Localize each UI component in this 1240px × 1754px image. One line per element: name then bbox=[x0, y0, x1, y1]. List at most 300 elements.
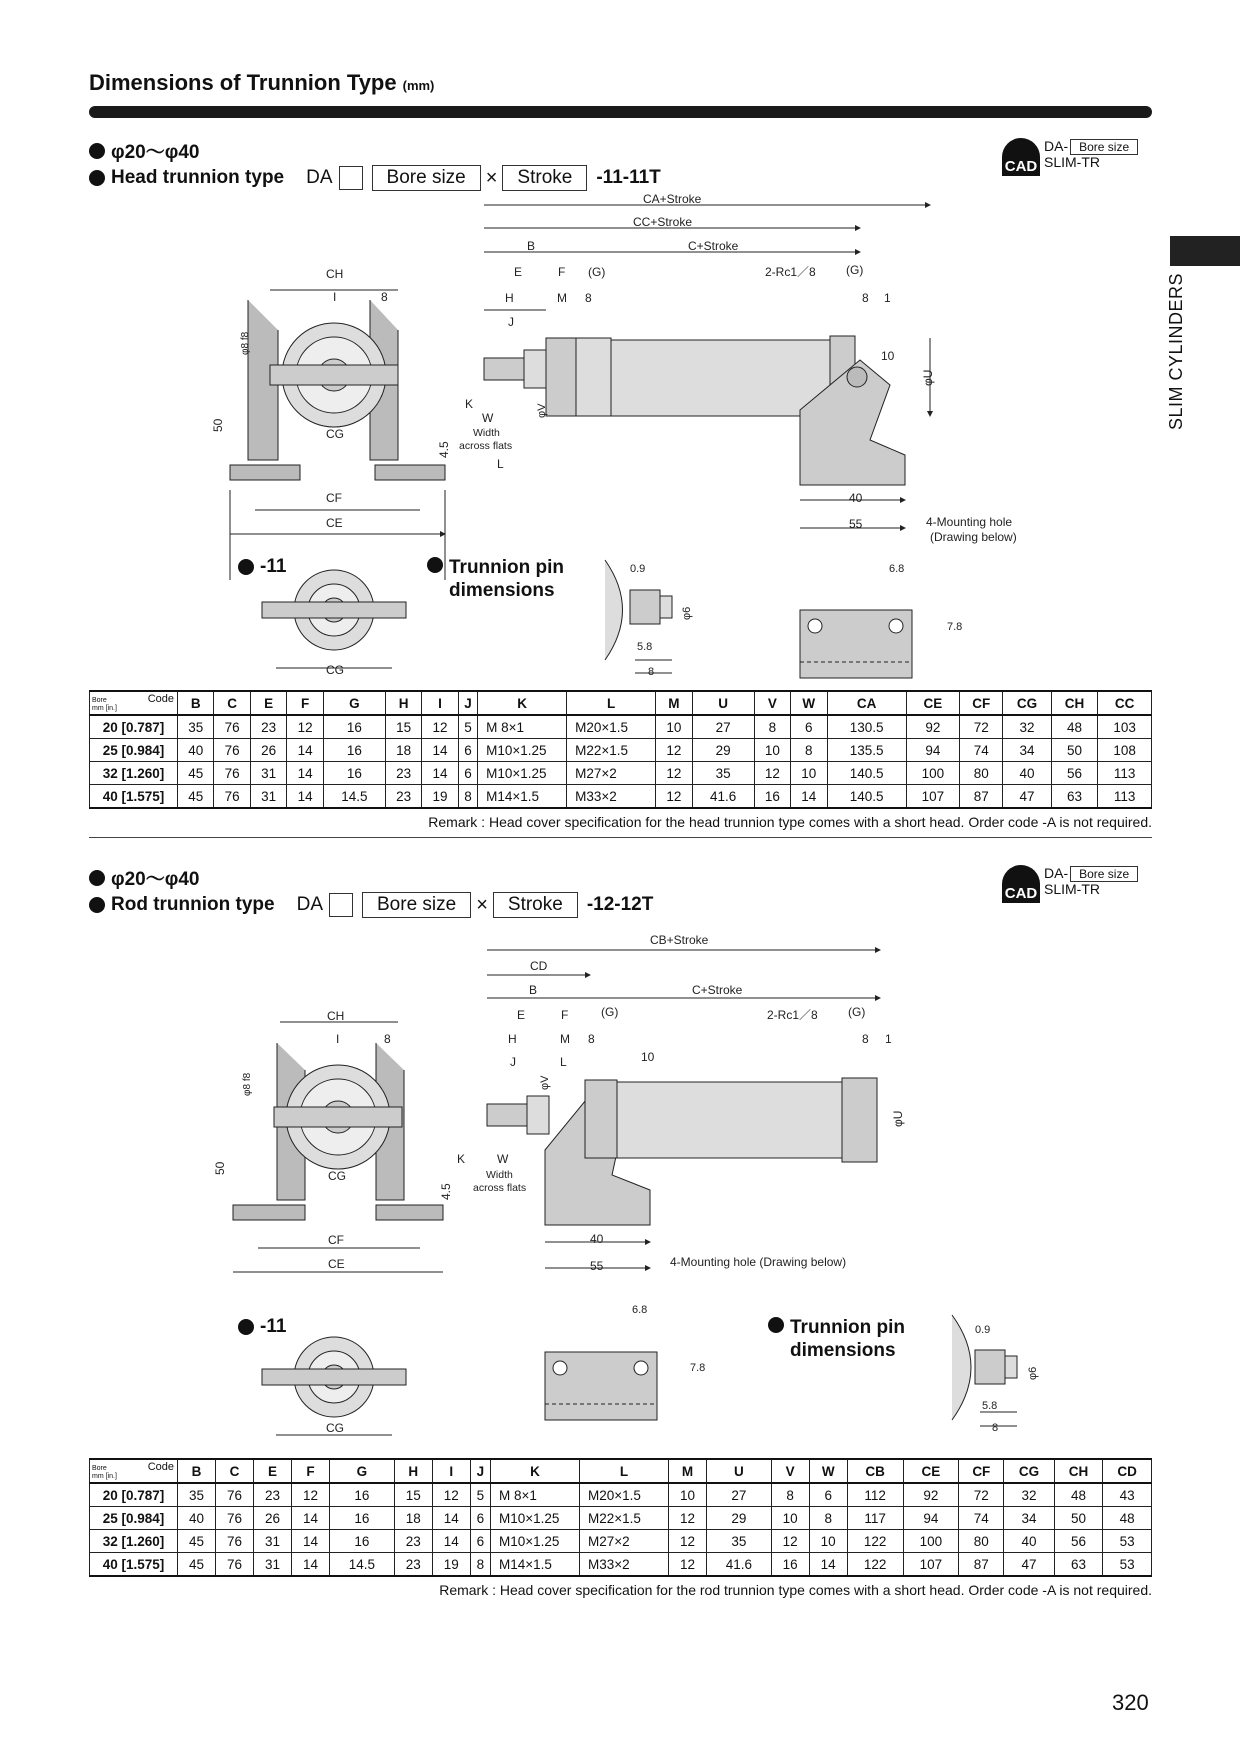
dim-label: CG bbox=[326, 663, 344, 677]
table-cell: 130.5 bbox=[827, 715, 906, 739]
dim-label: I bbox=[336, 1032, 340, 1046]
dim-label: K bbox=[465, 397, 474, 411]
table-cell: 112 bbox=[847, 1483, 903, 1507]
table-cell: 6 bbox=[470, 1530, 490, 1553]
dim-label: CE bbox=[328, 1257, 345, 1271]
table-cell: 14.5 bbox=[330, 1553, 395, 1577]
table-cell: 74 bbox=[959, 1507, 1004, 1530]
table-cell: 63 bbox=[1054, 1553, 1103, 1577]
table-cell: 40 bbox=[1004, 1530, 1054, 1553]
table-cell: 14 bbox=[287, 739, 323, 762]
table-cell: 47 bbox=[1003, 785, 1051, 809]
dim-label: 40 bbox=[849, 491, 863, 505]
column-header: K bbox=[478, 691, 567, 715]
table-cell: 53 bbox=[1103, 1553, 1152, 1577]
cad-badge-1[interactable]: CAD DA- Bore size SLIM-TR bbox=[1002, 138, 1138, 176]
table-row bbox=[90, 1483, 1152, 1507]
table-cell: 50 bbox=[1051, 739, 1098, 762]
table-cell: 15 bbox=[385, 715, 421, 739]
table-cell: 14 bbox=[287, 785, 323, 809]
bore-size-cell: 25 [0.984] bbox=[90, 1507, 178, 1530]
table-cell: 19 bbox=[422, 785, 458, 809]
table-cell: 29 bbox=[692, 739, 754, 762]
sub-11-heading-1: -11 bbox=[238, 556, 286, 578]
table-cell: M20×1.5 bbox=[567, 715, 656, 739]
table-cell: 23 bbox=[250, 715, 286, 739]
table-cell: 10 bbox=[668, 1483, 706, 1507]
table-cell: 47 bbox=[1004, 1553, 1054, 1577]
table-cell: 16 bbox=[323, 762, 385, 785]
dim-label: 5.8 bbox=[637, 641, 653, 653]
table-cell: 14 bbox=[432, 1530, 470, 1553]
dim-label: C+Stroke bbox=[692, 983, 743, 997]
column-header: CD bbox=[1103, 1459, 1152, 1483]
table-cell: 14 bbox=[791, 785, 827, 809]
table-cell: 12 bbox=[432, 1483, 470, 1507]
table-cell: 16 bbox=[323, 739, 385, 762]
table-cell: 12 bbox=[668, 1530, 706, 1553]
bore-size-cell: 32 [1.260] bbox=[90, 762, 178, 785]
table-cell: 35 bbox=[178, 715, 214, 739]
table-cell: 92 bbox=[903, 1483, 959, 1507]
table-cell: 5 bbox=[458, 715, 477, 739]
column-header: J bbox=[470, 1459, 490, 1483]
table-cell: 122 bbox=[847, 1553, 903, 1577]
dim-label: CH bbox=[327, 1009, 345, 1023]
dim-label: CG bbox=[326, 427, 344, 441]
table-cell: 12 bbox=[668, 1553, 706, 1577]
column-header: F bbox=[287, 691, 323, 715]
table-cell: 87 bbox=[960, 785, 1003, 809]
bore-size-cell: 32 [1.260] bbox=[90, 1530, 178, 1553]
table-cell: M 8×1 bbox=[490, 1483, 579, 1507]
dim-label: L bbox=[560, 1055, 567, 1069]
table-cell: 8 bbox=[791, 739, 827, 762]
table-cell: 103 bbox=[1098, 715, 1152, 739]
table-cell: 14 bbox=[292, 1553, 330, 1577]
table-cell: 76 bbox=[216, 1483, 254, 1507]
table-cell: M20×1.5 bbox=[579, 1483, 668, 1507]
column-header: CH bbox=[1054, 1459, 1103, 1483]
dim-label: (G) bbox=[588, 265, 606, 279]
dim-label: φ8 f8 bbox=[242, 1072, 253, 1096]
bore-size-cell: 40 [1.575] bbox=[90, 785, 178, 809]
table-header-row bbox=[90, 691, 1152, 715]
table-cell: 50 bbox=[1054, 1507, 1103, 1530]
dim-label: F bbox=[558, 265, 566, 279]
table-cell: 12 bbox=[656, 762, 692, 785]
table-cell: 76 bbox=[216, 1507, 254, 1530]
table-cell: 107 bbox=[903, 1553, 959, 1577]
table-cell: 18 bbox=[385, 739, 421, 762]
bore-range-1: φ20～φ40 bbox=[89, 137, 199, 164]
dim-label: 4.5 bbox=[439, 1183, 453, 1200]
column-header: G bbox=[330, 1459, 395, 1483]
table-cell: 32 bbox=[1003, 715, 1051, 739]
column-header: CH bbox=[1051, 691, 1098, 715]
dim-label: CG bbox=[326, 1421, 344, 1435]
dim-label: 6.8 bbox=[632, 1304, 648, 1316]
column-header: I bbox=[432, 1459, 470, 1483]
table-cell: 8 bbox=[809, 1507, 847, 1530]
table-cell: 23 bbox=[254, 1483, 292, 1507]
dim-label: 1 bbox=[885, 1032, 892, 1046]
pin-heading-2: Trunnion pin dimensions bbox=[768, 1316, 905, 1362]
dim-label: W bbox=[497, 1152, 509, 1166]
dim-label: 8 bbox=[648, 666, 655, 678]
column-header: V bbox=[754, 691, 790, 715]
dim-label: 1 bbox=[884, 291, 891, 305]
dim-label: 5.8 bbox=[982, 1400, 998, 1412]
column-header: I bbox=[422, 691, 458, 715]
dim-label: H bbox=[508, 1032, 517, 1046]
dim-label: CF bbox=[328, 1233, 344, 1247]
section-separator bbox=[89, 837, 1152, 838]
dim-label: CC+Stroke bbox=[633, 215, 693, 229]
table-cell: 80 bbox=[959, 1530, 1004, 1553]
plate-view-2 bbox=[545, 1352, 657, 1420]
dim-label: B bbox=[529, 983, 538, 997]
table-cell: 45 bbox=[178, 1530, 216, 1553]
dim-label: across flats bbox=[459, 440, 513, 452]
column-header: CG bbox=[1004, 1459, 1054, 1483]
bore-size-cell: 25 [0.984] bbox=[90, 739, 178, 762]
table-cell: 12 bbox=[287, 715, 323, 739]
column-header: CA bbox=[827, 691, 906, 715]
table-cell: 15 bbox=[394, 1483, 432, 1507]
table-cell: 63 bbox=[1051, 785, 1098, 809]
table-cell: M33×2 bbox=[567, 785, 656, 809]
table-corner: Code Bore mm [in.] bbox=[90, 691, 178, 715]
dim-label: 8 bbox=[384, 1032, 391, 1046]
column-header: C bbox=[214, 691, 250, 715]
column-header: M bbox=[668, 1459, 706, 1483]
table-cell: 10 bbox=[754, 739, 790, 762]
dim-label: 55 bbox=[590, 1259, 604, 1273]
column-header: H bbox=[394, 1459, 432, 1483]
dimension-table-2 bbox=[89, 1458, 1152, 1577]
column-header: M bbox=[656, 691, 692, 715]
dim-label: 7.8 bbox=[690, 1362, 706, 1374]
table-cell: 23 bbox=[385, 762, 421, 785]
table-cell: 45 bbox=[178, 785, 214, 809]
dim-label: 7.8 bbox=[947, 621, 963, 633]
dim-label: CG bbox=[328, 1169, 346, 1183]
table-cell: 23 bbox=[394, 1530, 432, 1553]
column-header: U bbox=[706, 1459, 771, 1483]
table-cell: M10×1.25 bbox=[490, 1507, 579, 1530]
table-cell: 35 bbox=[706, 1530, 771, 1553]
table-row bbox=[90, 762, 1152, 785]
dim-label: φ6 bbox=[681, 606, 693, 620]
page-title: Dimensions of Trunnion Type (mm) bbox=[89, 70, 435, 95]
table-row bbox=[90, 1530, 1152, 1553]
table-cell: 27 bbox=[706, 1483, 771, 1507]
table-cell: 40 bbox=[178, 1507, 216, 1530]
table-cell: 108 bbox=[1098, 739, 1152, 762]
table-cell: 14 bbox=[287, 762, 323, 785]
dim-label: 8 bbox=[585, 291, 592, 305]
table-cell: 34 bbox=[1003, 739, 1051, 762]
cad-icon: CAD bbox=[1002, 138, 1040, 176]
table-cell: 12 bbox=[422, 715, 458, 739]
pin-heading-1: Trunnion pin dimensions bbox=[427, 556, 564, 602]
table-cell: M10×1.25 bbox=[478, 739, 567, 762]
dim-label: 4.5 bbox=[437, 441, 451, 458]
dim-label: Width bbox=[473, 427, 500, 439]
column-header: CF bbox=[960, 691, 1003, 715]
table-cell: 16 bbox=[771, 1553, 809, 1577]
table-cell: M22×1.5 bbox=[579, 1507, 668, 1530]
table-cell: 32 bbox=[1004, 1483, 1054, 1507]
table-cell: 14 bbox=[292, 1530, 330, 1553]
dim-label: across flats bbox=[473, 1182, 527, 1194]
dim-label: φV bbox=[536, 403, 548, 418]
bore-range-2: φ20～φ40 bbox=[89, 864, 199, 891]
table-cell: 10 bbox=[809, 1530, 847, 1553]
table-cell: 41.6 bbox=[692, 785, 754, 809]
table-cell: 16 bbox=[754, 785, 790, 809]
page-number: 320 bbox=[1112, 1690, 1149, 1715]
table-cell: 26 bbox=[254, 1507, 292, 1530]
table-header-row bbox=[90, 1459, 1152, 1483]
column-header: W bbox=[791, 691, 827, 715]
head-11-view bbox=[262, 570, 406, 668]
table-cell: 140.5 bbox=[827, 762, 906, 785]
remark-1: Remark : Head cover specification for the head trunnion type comes with a short head. Order code -A is not required. bbox=[428, 814, 1152, 830]
model-code-2: Rod trunnion type DA Bore size × Stroke -12-12T bbox=[89, 892, 653, 918]
table-cell: M14×1.5 bbox=[478, 785, 567, 809]
table-cell: 31 bbox=[250, 785, 286, 809]
table-cell: 35 bbox=[178, 1483, 216, 1507]
table-cell: M22×1.5 bbox=[567, 739, 656, 762]
table-cell: 87 bbox=[959, 1553, 1004, 1577]
table-corner: Code Bore mm [in.] bbox=[90, 1459, 178, 1483]
table-cell: 94 bbox=[903, 1507, 959, 1530]
table-cell: 76 bbox=[216, 1530, 254, 1553]
column-header: E bbox=[250, 691, 286, 715]
column-header: W bbox=[809, 1459, 847, 1483]
table-cell: 94 bbox=[906, 739, 960, 762]
column-header: H bbox=[385, 691, 421, 715]
dim-label: W bbox=[482, 411, 494, 425]
table-cell: 40 bbox=[178, 739, 214, 762]
bore-size-cell: 20 [0.787] bbox=[90, 715, 178, 739]
table-cell: 48 bbox=[1051, 715, 1098, 739]
table-cell: 100 bbox=[906, 762, 960, 785]
column-header: E bbox=[254, 1459, 292, 1483]
cad-icon: CAD bbox=[1002, 865, 1040, 903]
table-cell: 16 bbox=[323, 715, 385, 739]
dim-label: 4-Mounting hole bbox=[926, 515, 1013, 529]
dimension-table-1 bbox=[89, 690, 1152, 809]
dim-label: I bbox=[333, 290, 337, 304]
table-cell: 23 bbox=[385, 785, 421, 809]
column-header: V bbox=[771, 1459, 809, 1483]
table-cell: 18 bbox=[394, 1507, 432, 1530]
table-cell: M14×1.5 bbox=[490, 1553, 579, 1577]
dim-label: E bbox=[517, 1008, 526, 1022]
dim-label: φU bbox=[891, 1110, 905, 1127]
dim-label: CA+Stroke bbox=[643, 192, 702, 206]
table-cell: 31 bbox=[250, 762, 286, 785]
table-cell: 23 bbox=[394, 1553, 432, 1577]
table-cell: 14.5 bbox=[323, 785, 385, 809]
dim-label: J bbox=[510, 1055, 516, 1069]
table-cell: 12 bbox=[754, 762, 790, 785]
table-cell: 14 bbox=[292, 1507, 330, 1530]
table-cell: 45 bbox=[178, 762, 214, 785]
table-cell: 12 bbox=[292, 1483, 330, 1507]
dim-label: 8 bbox=[992, 1422, 999, 1434]
table-cell: 14 bbox=[809, 1553, 847, 1577]
table-cell: 135.5 bbox=[827, 739, 906, 762]
table-cell: 16 bbox=[330, 1530, 395, 1553]
table-cell: 117 bbox=[847, 1507, 903, 1530]
dim-label: φ6 bbox=[1027, 1366, 1039, 1380]
dim-label: CB+Stroke bbox=[650, 933, 709, 947]
column-header: L bbox=[567, 691, 656, 715]
dim-label: φU bbox=[921, 369, 935, 386]
dim-label: 8 bbox=[381, 290, 388, 304]
dim-label: J bbox=[508, 315, 514, 329]
pin-view-1 bbox=[605, 560, 672, 673]
dim-label: C+Stroke bbox=[688, 239, 739, 253]
table-cell: 12 bbox=[656, 739, 692, 762]
dim-label: CE bbox=[326, 516, 343, 530]
table-row bbox=[90, 785, 1152, 809]
column-header: G bbox=[323, 691, 385, 715]
table-cell: 16 bbox=[330, 1507, 395, 1530]
table-cell: 27 bbox=[692, 715, 754, 739]
table-cell: 6 bbox=[458, 739, 477, 762]
table-cell: 45 bbox=[178, 1553, 216, 1577]
column-header: CF bbox=[959, 1459, 1004, 1483]
table-cell: M10×1.25 bbox=[478, 762, 567, 785]
column-header: CG bbox=[1003, 691, 1051, 715]
dim-label: 55 bbox=[849, 517, 863, 531]
table-cell: 41.6 bbox=[706, 1553, 771, 1577]
table-row bbox=[90, 1553, 1152, 1577]
table-cell: 10 bbox=[771, 1507, 809, 1530]
table-cell: 48 bbox=[1103, 1507, 1152, 1530]
dim-label: E bbox=[514, 265, 523, 279]
table-cell: 10 bbox=[791, 762, 827, 785]
dim-label: 2-Rc1／8 bbox=[765, 265, 816, 279]
table-cell: 31 bbox=[254, 1530, 292, 1553]
column-header: U bbox=[692, 691, 754, 715]
table-cell: 8 bbox=[470, 1553, 490, 1577]
table-cell: 100 bbox=[903, 1530, 959, 1553]
head-side-view bbox=[484, 205, 930, 528]
dim-label: L bbox=[497, 457, 504, 471]
cad-badge-2[interactable]: CAD DA- Bore size SLIM-TR bbox=[1002, 865, 1138, 903]
table-cell: 107 bbox=[906, 785, 960, 809]
table-cell: M27×2 bbox=[579, 1530, 668, 1553]
table-cell: 16 bbox=[330, 1483, 395, 1507]
table-cell: 122 bbox=[847, 1530, 903, 1553]
table-cell: 6 bbox=[470, 1507, 490, 1530]
remark-2: Remark : Head cover specification for the rod trunnion type comes with a short head. Order code -A is not required. bbox=[439, 1582, 1152, 1598]
dim-label: 40 bbox=[590, 1232, 604, 1246]
dim-label: CH bbox=[326, 267, 344, 281]
table-cell: 12 bbox=[668, 1507, 706, 1530]
table-cell: 76 bbox=[214, 739, 250, 762]
table-cell: 92 bbox=[906, 715, 960, 739]
table-cell: 56 bbox=[1051, 762, 1098, 785]
table-cell: M 8×1 bbox=[478, 715, 567, 739]
dim-label: (G) bbox=[848, 1005, 866, 1019]
side-label: SLIM CYLINDERS bbox=[1166, 272, 1186, 430]
dim-label: K bbox=[457, 1152, 466, 1166]
column-header: J bbox=[458, 691, 477, 715]
table-cell: 72 bbox=[959, 1483, 1004, 1507]
dim-label: Width bbox=[486, 1169, 513, 1181]
table-cell: 76 bbox=[214, 715, 250, 739]
table-cell: 14 bbox=[432, 1507, 470, 1530]
dim-label: φ8 f8 bbox=[240, 331, 251, 355]
dim-label: 8 bbox=[588, 1032, 595, 1046]
table-cell: 34 bbox=[1004, 1507, 1054, 1530]
plate-view-1 bbox=[800, 610, 912, 678]
dim-label: H bbox=[505, 291, 514, 305]
table-cell: 8 bbox=[458, 785, 477, 809]
table-cell: 14 bbox=[422, 739, 458, 762]
dim-label: M bbox=[560, 1032, 570, 1046]
table-cell: M10×1.25 bbox=[490, 1530, 579, 1553]
column-header: CB bbox=[847, 1459, 903, 1483]
dim-label: M bbox=[557, 291, 567, 305]
table-cell: 8 bbox=[754, 715, 790, 739]
dim-label: 10 bbox=[881, 349, 895, 363]
dim-label: 0.9 bbox=[630, 563, 646, 575]
table-cell: 56 bbox=[1054, 1530, 1103, 1553]
table-cell: 35 bbox=[692, 762, 754, 785]
column-header: B bbox=[178, 691, 214, 715]
dim-label: B bbox=[527, 239, 536, 253]
dim-label: F bbox=[561, 1008, 569, 1022]
table-cell: 113 bbox=[1098, 762, 1152, 785]
table-cell: 40 bbox=[1003, 762, 1051, 785]
table-row bbox=[90, 1507, 1152, 1530]
table-cell: 53 bbox=[1103, 1530, 1152, 1553]
table-cell: 43 bbox=[1103, 1483, 1152, 1507]
model-code-1: Head trunnion type DA Bore size × Stroke -11-11T bbox=[89, 165, 661, 191]
table-cell: 72 bbox=[960, 715, 1003, 739]
table-cell: 10 bbox=[656, 715, 692, 739]
column-header: CE bbox=[903, 1459, 959, 1483]
table-cell: 6 bbox=[791, 715, 827, 739]
column-header: CE bbox=[906, 691, 960, 715]
table-cell: 113 bbox=[1098, 785, 1152, 809]
dim-label: 50 bbox=[211, 418, 225, 432]
table-cell: 140.5 bbox=[827, 785, 906, 809]
dim-label: 6.8 bbox=[889, 563, 905, 575]
dim-label: 0.9 bbox=[975, 1324, 991, 1336]
column-header: CC bbox=[1098, 691, 1152, 715]
dim-label: (Drawing below) bbox=[930, 530, 1017, 544]
table-cell: 29 bbox=[706, 1507, 771, 1530]
table-cell: 8 bbox=[771, 1483, 809, 1507]
table-cell: M27×2 bbox=[567, 762, 656, 785]
table-cell: 26 bbox=[250, 739, 286, 762]
table-cell: 12 bbox=[656, 785, 692, 809]
column-header: B bbox=[178, 1459, 216, 1483]
table-row bbox=[90, 739, 1152, 762]
column-header: F bbox=[292, 1459, 330, 1483]
dim-label: 8 bbox=[862, 291, 869, 305]
table-cell: 31 bbox=[254, 1553, 292, 1577]
